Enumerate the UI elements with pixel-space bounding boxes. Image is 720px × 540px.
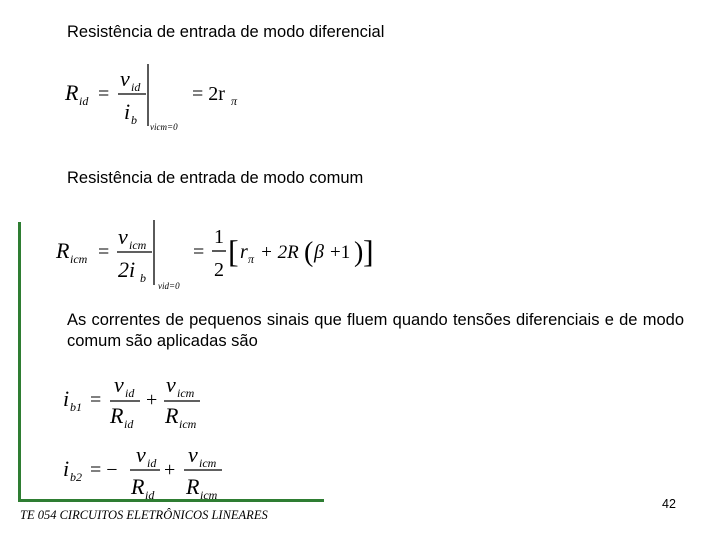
equation-rid	[60, 60, 280, 140]
eq-ricm-open-paren: (	[304, 237, 314, 268]
eq-ricm-num: v	[118, 224, 128, 249]
eq-ib1-plus: +	[146, 389, 158, 411]
eq-ib2-t2-num: v	[188, 442, 198, 467]
green-frame-vertical	[18, 222, 21, 502]
eq-ricm-coef-equals: =	[193, 241, 205, 263]
eq-ib2-t1-num: v	[136, 442, 146, 467]
eq-ib1-equals: =	[90, 389, 102, 411]
eq-ricm-open-bracket: [	[228, 233, 239, 269]
eq-ib2-plus: +	[164, 459, 176, 481]
eq-ricm-den-sub: b	[140, 271, 146, 285]
eq-rid-rhs-sub: π	[231, 94, 238, 108]
eq-rid-num: v	[120, 66, 130, 91]
eq-ib2-t1-den: R	[131, 474, 145, 499]
eq-ricm-equals: =	[98, 241, 110, 263]
eq-ib2-t2-num-sub: icm	[199, 456, 217, 470]
eq-rid-equals: =	[98, 83, 110, 105]
page-number: 42	[662, 497, 676, 511]
eq-ib1-t2-num-sub: icm	[177, 386, 195, 400]
eq-ricm-eval-at: vid=0	[158, 281, 180, 291]
eq-ib2-t1-num-sub: id	[147, 456, 157, 470]
eq-ricm-close-bracket: ]	[363, 233, 374, 269]
eq-rid-lhs: R	[65, 80, 79, 105]
eq-rid-eval-at: vicm=0	[150, 122, 178, 132]
heading-common-mode-resistance: Resistência de entrada de modo comum	[67, 169, 364, 187]
eq-ib2-t1-den-sub: id	[145, 488, 155, 502]
eq-ricm-lhs: R	[56, 238, 70, 263]
eq-ricm-beta: β	[314, 241, 324, 263]
equation-ricm	[50, 215, 390, 295]
eq-ib1-t1-den: R	[110, 403, 124, 428]
eq-ricm-close-paren: )	[354, 237, 364, 268]
footer-course-title: TE 054 CIRCUITOS ELETRÔNICOS LINEARES	[20, 508, 268, 522]
eq-ricm-den: 2i	[118, 257, 136, 282]
eq-ib1-t1-num-sub: id	[125, 386, 135, 400]
eq-ib1-lhs-sub: b1	[70, 400, 82, 414]
heading-differential-resistance: Resistência de entrada de modo diferencial	[67, 23, 385, 41]
eq-ib2-lhs: i	[63, 456, 70, 481]
eq-ricm-coef-den: 2	[214, 259, 224, 281]
eq-ricm-coef-num: 1	[214, 226, 224, 248]
eq-ib2-t2-den-sub: icm	[200, 488, 218, 502]
eq-rid-num-sub: id	[131, 80, 141, 94]
eq-ib2-lhs-sub: b2	[70, 470, 82, 484]
eq-ricm-plus-2r: + 2R	[260, 242, 299, 263]
eq-rid-lhs-sub: id	[79, 94, 89, 108]
eq-ib1-t2-den: R	[165, 403, 179, 428]
eq-ib1-t1-num: v	[114, 372, 124, 397]
paragraph-small-signal-currents: As correntes de pequenos sinais que fluem quando tensões diferenciais e de modo comum são aplicadas são	[67, 311, 684, 350]
eq-ib1-t2-num: v	[166, 372, 176, 397]
eq-rid-den-sub: b	[131, 113, 137, 127]
eq-ricm-r-sub: π	[248, 252, 255, 266]
equation-ib2	[60, 442, 240, 502]
equation-ib1	[60, 372, 220, 434]
eq-ricm-plus-one: +1	[330, 242, 351, 263]
eq-ib1-t1-den-sub: id	[124, 417, 134, 431]
eq-ib1-t2-den-sub: icm	[179, 417, 197, 431]
eq-rid-den: i	[124, 99, 131, 124]
eq-ricm-r: r	[240, 241, 248, 263]
eq-ricm-num-sub: icm	[129, 238, 147, 252]
eq-ib1-lhs: i	[63, 386, 70, 411]
eq-ib2-t2-den: R	[186, 474, 200, 499]
eq-ricm-lhs-sub: icm	[70, 252, 88, 266]
eq-rid-rhs: = 2r	[192, 83, 225, 105]
eq-ib2-equals: = −	[90, 459, 118, 481]
